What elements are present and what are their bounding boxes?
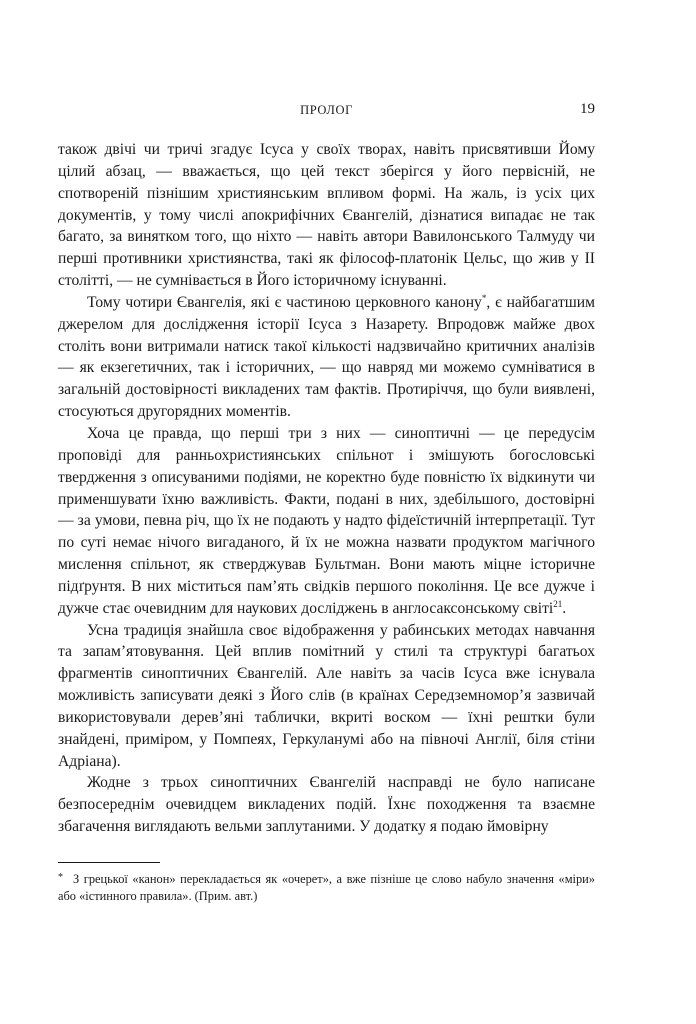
footnote-marker: * xyxy=(58,872,63,883)
paragraph-5 xyxy=(58,772,595,838)
body-text xyxy=(58,139,595,838)
paragraph-1 xyxy=(58,139,595,292)
footnote-reference-asterisk: * xyxy=(481,292,487,303)
footnote xyxy=(58,871,595,905)
paragraph-2 xyxy=(58,292,595,423)
endnote-reference-21: 21 xyxy=(553,598,563,609)
running-head xyxy=(58,103,595,123)
paragraph-1-text: також двічі чи тричі згадує Ісуса у своїх творах, навіть присвятивши Йому цілий абзац, — вважається, що цей текст зберігся у його первісній, не спотвореній пізнішим християнським впливом формі. На жаль, із усіх цих документів, у тому числі апокрифічних Євангелій, дізнатися випадає не так багато, за винятком того, що ніхто — навіть автори Вавилонського Талмуду чи перші противники християнства, такі як філософ-платонік Цельс, що жив у ІІ столітті, — не сумнівається в Його історичному існуванні. xyxy=(58,141,595,290)
paragraph-5-text: Жодне з трьох синоптичних Євангелій насправді не було написане безпосереднім очевидцем викладених подій. Їхнє походження та взаємне збагачення виглядають вельми заплутаними. У додатку я подаю ймовірну xyxy=(58,774,595,836)
page-number: 19 xyxy=(580,101,595,117)
paragraph-4 xyxy=(58,620,595,773)
paragraph-2-text-before: Тому чотири Євангелія, які є частиною церковного канону xyxy=(87,293,482,311)
paragraph-2-text-after: , є найбагатшим джерелом для дослідження історії Ісуса з Назарету. Впродовж майже двох століть вони витримали натиск такої кількості надзвичайно критичних аналізів — як екзегетичних, так і історичних, — що навряд ми можемо сумніватися в загальній достовірності викладених там фактів. Протиріччя, що були виявлені, стосуються другорядних моментів. xyxy=(58,293,595,421)
footnote-text: З грецької «канон» перекладається як «очерет», а вже пізніше це слово набуло значення «міри» або «істинного правила». (Прим. авт.) xyxy=(58,872,595,903)
paragraph-3-text-after: . xyxy=(562,599,567,617)
running-title: ПРОЛОГ xyxy=(300,103,353,117)
paragraph-4-text: Усна традиція знайшла своє відображення у рабинських методах навчання та запам’ятовування. Цей вплив помітний у стилі та структурі багатьох фрагментів синоптичних Євангелій. Але навіть за часів Ісуса вже існувала можливість записувати деякі з Його слів (в країнах Середземномор’я зазвичай використовували дерев’яні таблички, вкриті воском — їхні рештки були знайдені, приміром, у Помпеях, Геркуланумі або на півночі Англії, біля стіни Адріана). xyxy=(58,621,595,770)
paragraph-3 xyxy=(58,423,595,620)
footnote-divider xyxy=(58,862,160,863)
paragraph-3-text-before: Хоча це правда, що перші три з них — синоптичні — це передусім проповіді для ранньохристиянських спільнот і змішують богословські твердження з описуваними подіями, не коректно буде повністю їх відкинути чи применшувати їхню важливість. Факти, подані в них, здебільшого, достовірні — за умови, певна річ, що їх не подають у надто фідеїстичній інтерпретації. Тут по суті немає нічого вигаданого, й їх не можна назвати продуктом магічного мислення спільнот, як стверджував Бультман. Вони мають міцне історичне підґрунтя. В них міститься пам’ять свідків першого покоління. Це все дужче і дужче стає очевидним для наукових досліджень в англосаксонському світі xyxy=(58,424,595,617)
